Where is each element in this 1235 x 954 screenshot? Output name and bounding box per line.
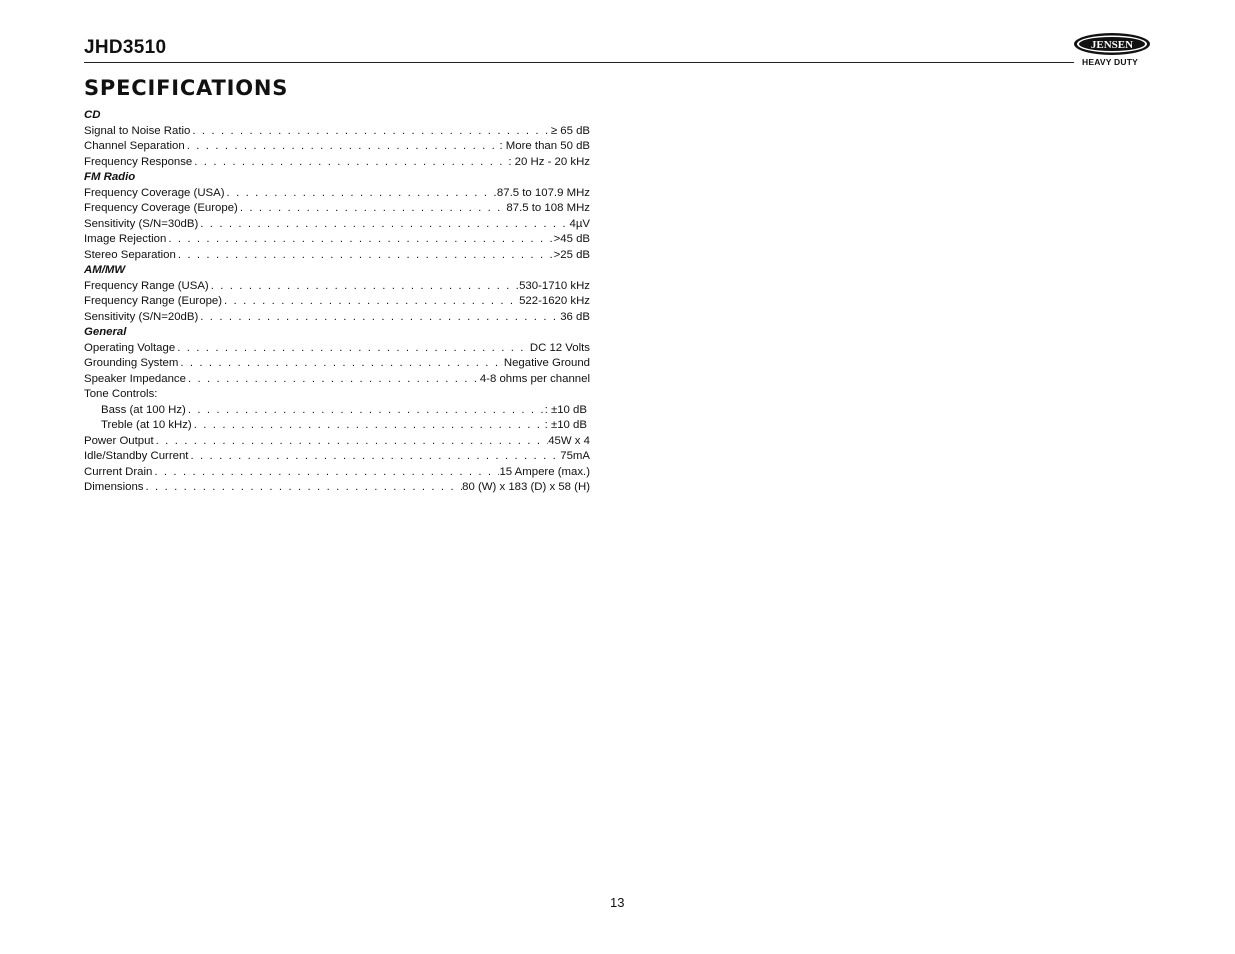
spec-row <box>84 356 590 372</box>
spec-label: Grounding System <box>84 357 179 369</box>
spec-row <box>84 155 590 171</box>
spec-row <box>84 480 590 496</box>
spec-row <box>84 294 590 310</box>
spec-row <box>84 217 590 233</box>
leader-dots <box>198 310 560 326</box>
group-title: General <box>84 326 127 338</box>
spec-row <box>84 201 590 217</box>
leader-dots <box>186 403 545 419</box>
spec-row <box>84 310 590 326</box>
leader-dots <box>176 248 554 264</box>
spec-row <box>84 341 590 357</box>
spec-label: Frequency Coverage (USA) <box>84 186 225 199</box>
spec-row <box>84 186 590 202</box>
leader-dots <box>222 294 519 310</box>
leader-dots <box>144 480 463 496</box>
leader-dots <box>186 372 480 388</box>
spec-group-fm-radio <box>84 170 590 263</box>
model-number: JHD3510 <box>84 37 167 58</box>
leader-dots <box>192 155 508 171</box>
spec-label: Stereo Separation <box>84 248 176 261</box>
spec-value: Negative Ground <box>503 357 590 369</box>
spec-label: Treble (at 10 kHz) <box>101 419 192 431</box>
leader-dots <box>185 139 500 155</box>
spec-value: 80 (W) x 183 (D) x 58 (H) <box>462 481 590 493</box>
spec-label: Idle/Standby Current <box>84 450 189 462</box>
spec-label: Frequency Coverage (Europe) <box>84 202 238 214</box>
spec-value: 87.5 to 107.9 MHz <box>496 186 590 199</box>
spec-row <box>84 434 590 450</box>
spec-value: >25 dB <box>553 248 590 261</box>
leader-dots <box>238 201 507 217</box>
spec-value: 4-8 ohms per channel <box>479 372 590 385</box>
leader-dots <box>154 434 549 450</box>
spec-label: Sensitivity (S/N=30dB) <box>84 217 199 230</box>
spec-value: 36 dB <box>560 310 590 323</box>
spec-value: DC 12 Volts <box>529 341 590 354</box>
spec-label: Dimensions <box>84 481 144 493</box>
leader-dots <box>192 418 545 434</box>
group-title: AM/MW <box>84 264 126 276</box>
spec-label: Signal to Noise Ratio <box>84 124 191 137</box>
spec-value: 45W x 4 <box>548 434 590 447</box>
spec-value: 530-1710 kHz <box>519 279 590 292</box>
spec-label: Bass (at 100 Hz) <box>101 403 186 416</box>
spec-value: 75mA <box>560 450 590 462</box>
spec-label: Current Drain <box>84 465 153 478</box>
section-title: SPECIFICATIONS <box>84 76 289 100</box>
spec-value: : More than 50 dB <box>499 140 590 152</box>
spec-value: : 20 Hz - 20 kHz <box>508 155 590 168</box>
heavy-duty-tagline: HEAVY DUTY <box>1082 57 1139 67</box>
spec-value: : ±10 dB <box>544 403 587 416</box>
leader-dots <box>188 449 560 465</box>
tone-controls-label: Tone Controls: <box>84 388 158 400</box>
leader-dots <box>152 465 499 481</box>
spec-row <box>84 279 590 295</box>
leader-dots <box>190 124 550 140</box>
spec-row <box>84 372 590 388</box>
spec-row <box>84 403 587 419</box>
spec-label: Frequency Response <box>84 155 193 168</box>
spec-value: 87.5 to 108 MHz <box>506 202 590 214</box>
jensen-logo-text: JENSEN <box>1090 39 1134 51</box>
spec-row <box>84 418 587 434</box>
spec-value: >45 dB <box>553 233 590 245</box>
spec-label: Image Rejection <box>84 233 167 245</box>
leader-dots <box>225 186 497 202</box>
leader-dots <box>178 356 504 372</box>
leader-dots <box>209 279 519 295</box>
header-rule <box>84 62 1074 63</box>
spec-label: Frequency Range (Europe) <box>84 295 223 307</box>
spec-value: : ±10 dB <box>544 419 587 431</box>
spec-label: Power Output <box>84 434 154 447</box>
spec-group-general <box>84 325 590 496</box>
leader-dots <box>166 232 553 248</box>
spec-label: Sensitivity (S/N=20dB) <box>84 310 199 323</box>
spec-group-cd <box>84 108 590 170</box>
spec-row <box>84 465 590 481</box>
group-title: FM Radio <box>84 171 136 183</box>
page-number: 13 <box>610 895 625 910</box>
spec-value: 522-1620 kHz <box>519 295 590 307</box>
spec-row <box>84 248 590 264</box>
spec-value: 15 Ampere (max.) <box>499 465 590 478</box>
spec-label: Channel Separation <box>84 140 185 152</box>
spec-group-am-mw <box>84 263 590 325</box>
spec-value: ≥ 65 dB <box>550 124 590 137</box>
spec-label: Operating Voltage <box>84 341 176 354</box>
leader-dots <box>198 217 569 233</box>
spec-row <box>84 139 590 155</box>
spec-row <box>84 124 590 140</box>
spec-label: Speaker Impedance <box>84 372 186 385</box>
specifications-list <box>84 108 590 496</box>
spec-row <box>84 449 590 465</box>
spec-row <box>84 232 590 248</box>
leader-dots <box>175 341 530 357</box>
spec-label: Frequency Range (USA) <box>84 279 209 292</box>
spec-value: 4µV <box>569 217 590 230</box>
group-title: CD <box>84 109 101 121</box>
